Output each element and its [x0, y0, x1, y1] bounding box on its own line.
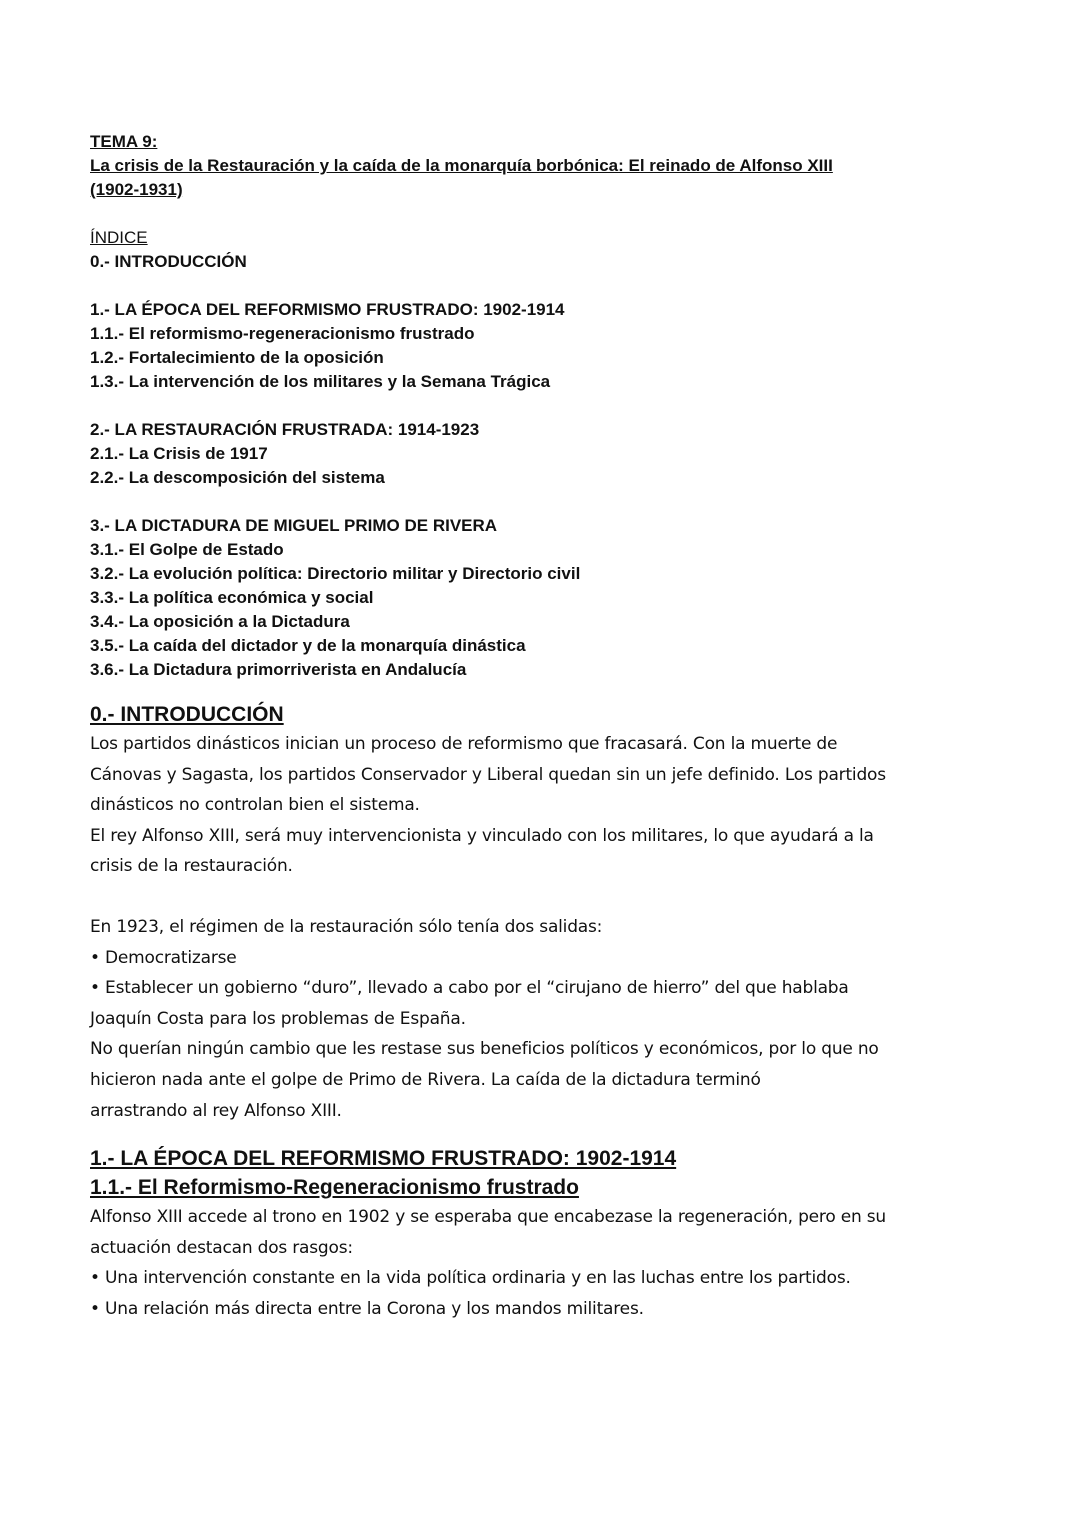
index-label: ÍNDICE [90, 228, 148, 247]
bullet-item: • Una relación más directa entre la Corona y los mandos militares. [90, 1298, 644, 1319]
subsection-heading: 1.1.- El Reformismo-Regeneracionismo frustrado [90, 1176, 579, 1200]
bullet-item: • Establecer un gobierno “duro”, llevado a cabo por el “cirujano de hierro” del que hablaba [90, 978, 849, 999]
intro-paragraph [90, 729, 990, 882]
toc-item: 1.3.- La intervención de los militares y la Semana Trágica [90, 372, 551, 391]
bullet-item: • Democratizarse [90, 947, 237, 968]
text-line: El rey Alfonso XIII, será muy intervencionista y vinculado con los militares, lo que ayudará a la [90, 825, 874, 846]
toc-item: 3.2.- La evolución política: Directorio militar y Directorio civil [90, 564, 581, 583]
text-line: En 1923, el régimen de la restauración sólo tenía dos salidas: [90, 916, 603, 937]
text-line: Alfonso XIII accede al trono en 1902 y se esperaba que encabezase la regeneración, pero en su [90, 1207, 887, 1228]
text-line: dinásticos no controlan bien el sistema. [90, 795, 420, 816]
toc-item: 3.3.- La política económica y social [90, 588, 374, 607]
bullet-item: • Una intervención constante en la vida política ordinaria y en las luchas entre los partidos. [90, 1268, 851, 1289]
text-line: Cánovas y Sagasta, los partidos Conservador y Liberal quedan sin un jefe definido. Los partidos [90, 764, 886, 785]
text-line: Joaquín Costa para los problemas de España. [90, 1008, 466, 1029]
table-of-contents [90, 250, 990, 682]
intro-paragraph [90, 912, 990, 1126]
text-line: actuación destacan dos rasgos: [90, 1237, 353, 1258]
toc-item: 3.6.- La Dictadura primorriverista en Andalucía [90, 660, 467, 679]
text-line: arrastrando al rey Alfonso XIII. [90, 1100, 342, 1121]
toc-item: 0.- INTRODUCCIÓN [90, 252, 247, 271]
toc-item: 2.2.- La descomposición del sistema [90, 468, 385, 487]
text-line: Los partidos dinásticos inician un proceso de reformismo que fracasará. Con la muerte de [90, 734, 838, 754]
toc-item: 1.2.- Fortalecimiento de la oposición [90, 348, 384, 367]
document-page [90, 130, 990, 1325]
section-heading: 0.- INTRODUCCIÓN [90, 703, 284, 726]
text-line: crisis de la restauración. [90, 856, 293, 877]
toc-item: 2.1.- La Crisis de 1917 [90, 444, 268, 463]
title-line: (1902-1931) [90, 180, 183, 199]
toc-item: 1.- LA ÉPOCA DEL REFORMISMO FRUSTRADO: 1902-1914 [90, 300, 565, 319]
toc-item: 3.4.- La oposición a la Dictadura [90, 612, 350, 631]
text-line: No querían ningún cambio que les restase sus beneficios políticos y económicos, por lo que no [90, 1039, 879, 1060]
document-title [90, 154, 990, 202]
toc-item: 3.- LA DICTADURA DE MIGUEL PRIMO DE RIVERA [90, 516, 498, 535]
title-line: La crisis de la Restauración y la caída de la monarquía borbónica: El reinado de Alfonso XIII [90, 156, 833, 175]
toc-item: 3.5.- La caída del dictador y de la monarquía dinástica [90, 636, 526, 655]
section-heading: 1.- LA ÉPOCA DEL REFORMISMO FRUSTRADO: 1902-1914 [90, 1147, 677, 1171]
toc-item: 2.- LA RESTAURACIÓN FRUSTRADA: 1914-1923 [90, 420, 480, 439]
section-paragraph [90, 1202, 990, 1324]
tema-label: TEMA 9: [90, 132, 158, 151]
text-line: hicieron nada ante el golpe de Primo de Rivera. La caída de la dictadura terminó [90, 1069, 761, 1090]
toc-item: 3.1.- El Golpe de Estado [90, 540, 284, 559]
toc-item: 1.1.- El reformismo-regeneracionismo frustrado [90, 324, 475, 343]
